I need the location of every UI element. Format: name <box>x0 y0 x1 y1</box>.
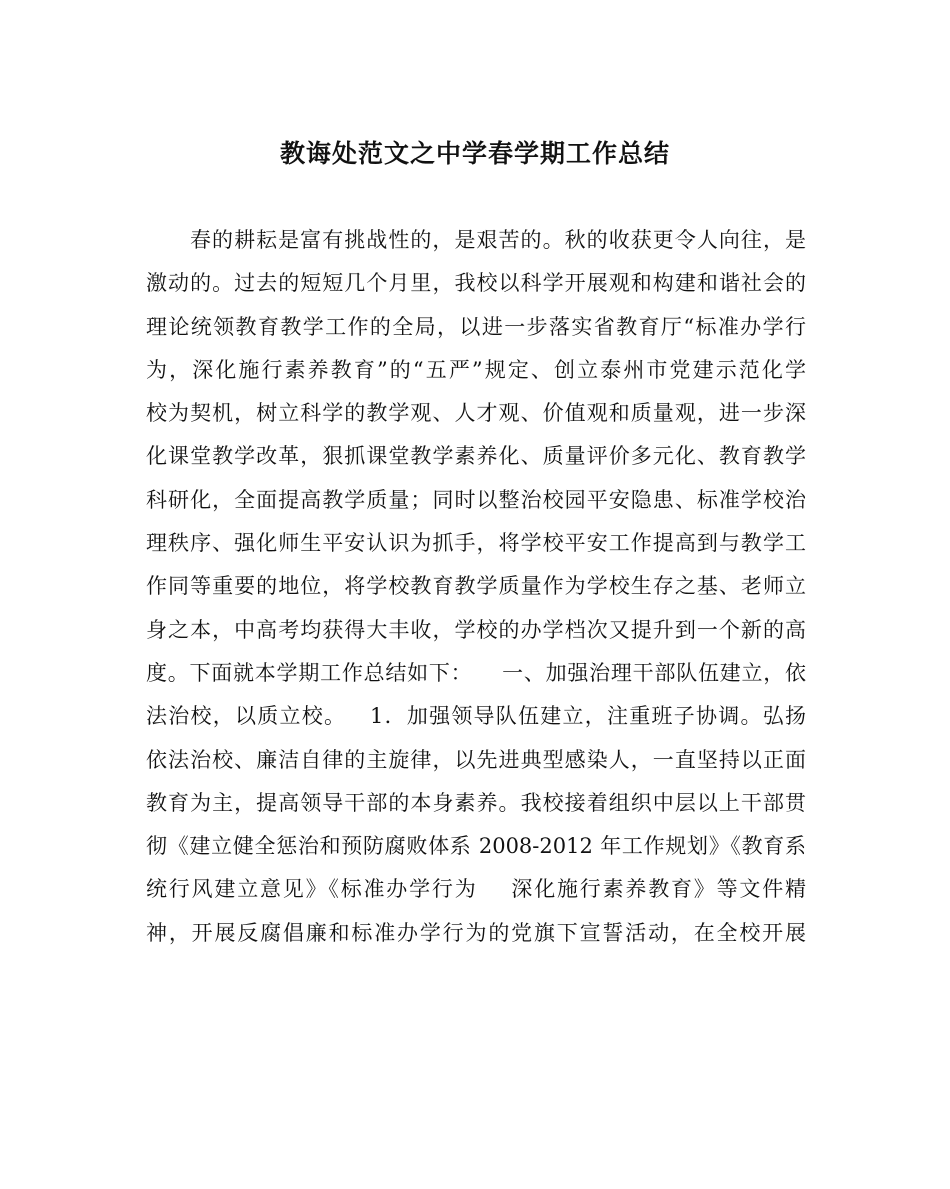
paragraph-line: 彻《建立健全惩治和预防腐败体系 2008-2012 年工作规划》《教育系 <box>146 834 806 859</box>
document-title: 教诲处范文之中学春学期工作总结 <box>279 139 670 168</box>
paragraph-line: 统行风建立意见》《标准办学行为 深化施行素养教育》等文件精 <box>146 877 806 902</box>
paragraph-line: 依法治校、廉洁自律的主旋律，以先进典型感染人，一直坚持以正面 <box>146 747 806 772</box>
paragraph-line: 度。下面就本学期工作总结如下： 一、加强治理干部队伍建立，依 <box>146 660 806 685</box>
paragraph-line: 作同等重要的地位，将学校教育教学质量作为学校生存之基、老师立 <box>146 574 806 599</box>
paragraph-line: 理论统领教育教学工作的全局，以进一步落实省教育厅“标准办学行 <box>146 314 806 339</box>
paragraph-line: 理秩序、强化师生平安认识为抓手，将学校平安工作提高到与教学工 <box>146 531 806 556</box>
paragraph-line: 化课堂教学改革，狠抓课堂教学素养化、质量评价多元化、教育教学 <box>146 444 806 469</box>
paragraph-line: 神，开展反腐倡廉和标准办学行为的党旗下宣誓活动，在全校开展 <box>146 920 806 945</box>
paragraph-line: 教育为主，提高领导干部的本身素养。我校接着组织中层以上干部贯 <box>146 790 806 815</box>
paragraph-line: 身之本，中高考均获得大丰收，学校的办学档次又提升到一个新的高 <box>146 617 806 642</box>
paragraph-line: 春的耕耘是富有挑战性的，是艰苦的。秋的收获更令人向往，是 <box>190 228 806 252</box>
document-body <box>146 219 806 955</box>
paragraph-line: 法治校，以质立校。 1．加强领导队伍建立，注重班子协调。弘扬 <box>146 704 806 729</box>
paragraph-line: 校为契机，树立科学的教学观、人才观、价值观和质量观，进一步深 <box>146 401 806 426</box>
paragraph-line: 激动的。过去的短短几个月里，我校以科学开展观和构建和谐社会的 <box>146 271 806 296</box>
paragraph-line: 科研化，全面提高教学质量；同时以整治校园平安隐患、标准学校治 <box>146 487 806 512</box>
paragraph-line: 为，深化施行素养教育”的“五严”规定、创立泰州市党建示范化学 <box>146 357 806 382</box>
